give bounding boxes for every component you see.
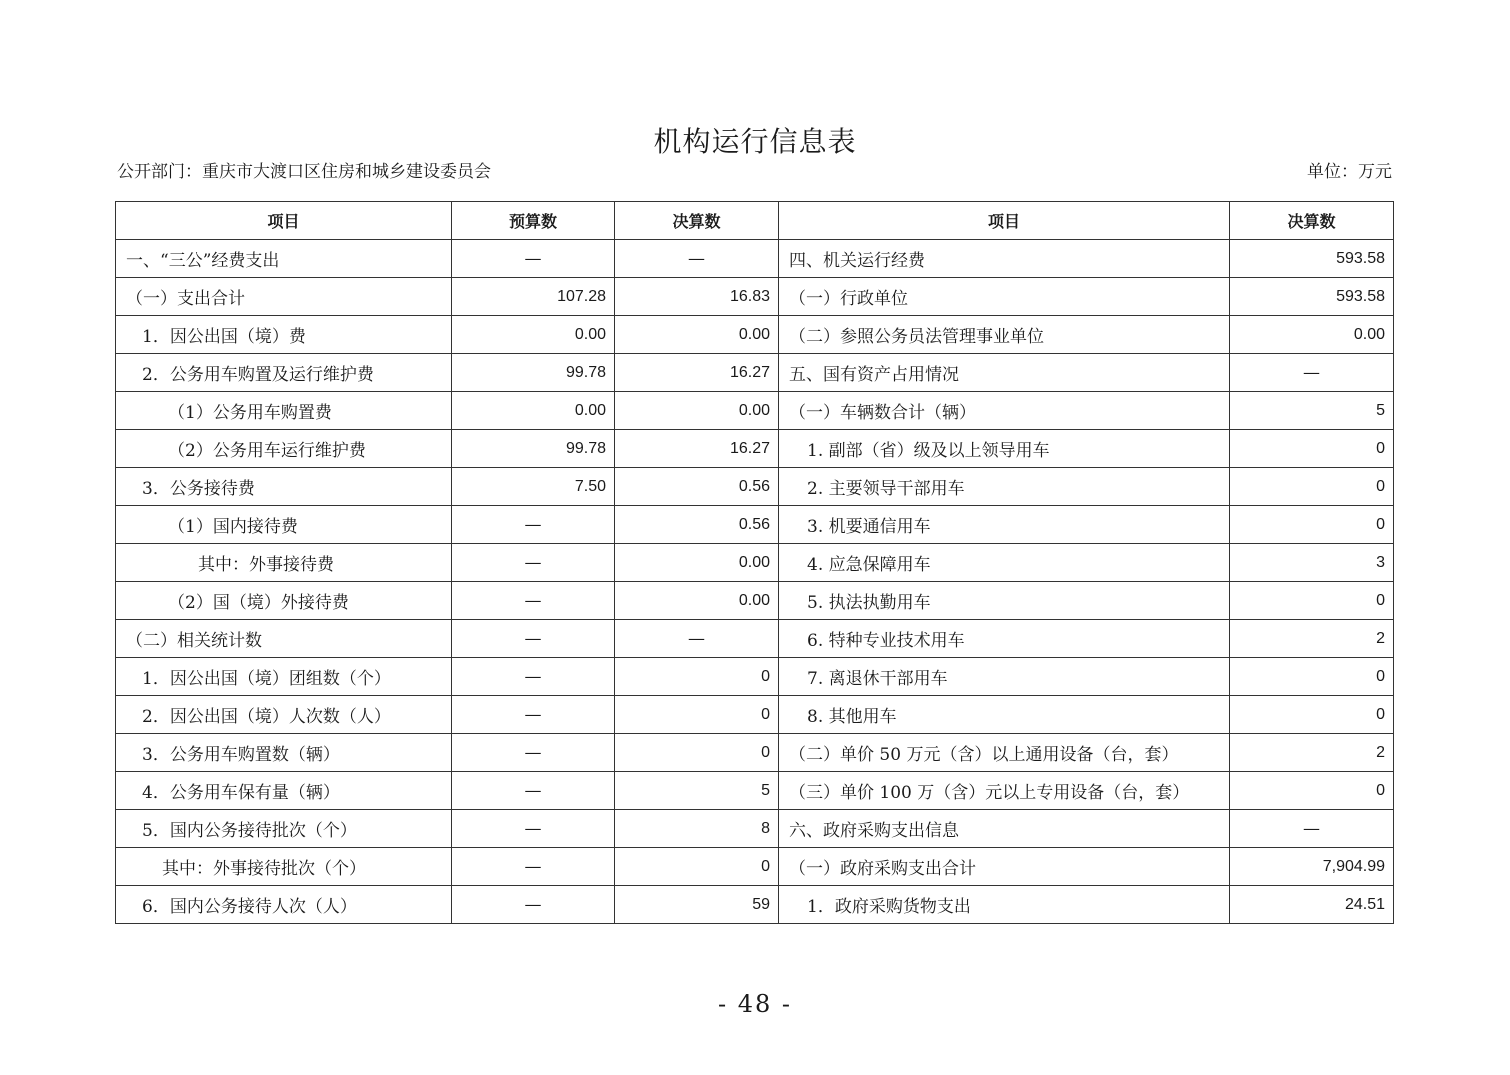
final-value: 16.27 — [615, 430, 779, 468]
header-right-final: 决算数 — [1230, 202, 1394, 240]
right-item: 2. 主要领导干部用车 — [779, 468, 1230, 506]
right-final-value: 7,904.99 — [1230, 848, 1394, 886]
budget-value: 99.78 — [452, 354, 615, 392]
right-item: 1．政府采购货物支出 — [779, 886, 1230, 924]
left-item: 1．因公出国（境）费 — [116, 316, 452, 354]
table-row — [116, 278, 1394, 316]
left-item: 2．公务用车购置及运行维护费 — [116, 354, 452, 392]
final-value: 16.83 — [615, 278, 779, 316]
table-header-row — [116, 202, 1394, 240]
right-final-value: 593.58 — [1230, 278, 1394, 316]
right-final-value: 3 — [1230, 544, 1394, 582]
budget-value: — — [452, 240, 615, 278]
right-item: 3. 机要通信用车 — [779, 506, 1230, 544]
table-row — [116, 696, 1394, 734]
final-value: — — [615, 240, 779, 278]
left-item: 其中：外事接待费 — [116, 544, 452, 582]
header-final: 决算数 — [615, 202, 779, 240]
table-row — [116, 772, 1394, 810]
right-item: 6. 特种专业技术用车 — [779, 620, 1230, 658]
table-row — [116, 658, 1394, 696]
final-value: 5 — [615, 772, 779, 810]
table-row — [116, 468, 1394, 506]
table-row — [116, 354, 1394, 392]
page-number: - 48 - — [717, 990, 792, 1018]
budget-value: — — [452, 886, 615, 924]
left-item: （2）国（境）外接待费 — [116, 582, 452, 620]
unit-label: 单位：万元 — [1307, 162, 1392, 182]
final-value: — — [615, 620, 779, 658]
budget-value: — — [452, 582, 615, 620]
table-row — [116, 544, 1394, 582]
table-row — [116, 582, 1394, 620]
final-value: 0 — [615, 848, 779, 886]
right-item: 六、政府采购支出信息 — [779, 810, 1230, 848]
budget-value: 107.28 — [452, 278, 615, 316]
right-item: 4. 应急保障用车 — [779, 544, 1230, 582]
right-final-value: 24.51 — [1230, 886, 1394, 924]
right-final-value: 0 — [1230, 468, 1394, 506]
table-row — [116, 734, 1394, 772]
info-table — [115, 201, 1394, 924]
budget-value: 0.00 — [452, 316, 615, 354]
right-item: 8. 其他用车 — [779, 696, 1230, 734]
budget-value: 0.00 — [452, 392, 615, 430]
left-item: 6．国内公务接待人次（人） — [116, 886, 452, 924]
right-final-value: 0 — [1230, 658, 1394, 696]
final-value: 0.56 — [615, 468, 779, 506]
right-final-value: 0 — [1230, 430, 1394, 468]
header-right-item: 项目 — [779, 202, 1230, 240]
table-row — [116, 620, 1394, 658]
table-row — [116, 886, 1394, 924]
table-row — [116, 506, 1394, 544]
right-item: 1. 副部（省）级及以上领导用车 — [779, 430, 1230, 468]
budget-value: 99.78 — [452, 430, 615, 468]
right-item: 四、机关运行经费 — [779, 240, 1230, 278]
budget-value: — — [452, 506, 615, 544]
budget-value: 7.50 — [452, 468, 615, 506]
right-final-value: 0 — [1230, 506, 1394, 544]
final-value: 0.00 — [615, 316, 779, 354]
right-item: （一）政府采购支出合计 — [779, 848, 1230, 886]
right-item: （一）车辆数合计（辆） — [779, 392, 1230, 430]
table-row — [116, 392, 1394, 430]
right-item: （二）单价 50 万元（含）以上通用设备（台，套） — [779, 734, 1230, 772]
right-final-value: 2 — [1230, 734, 1394, 772]
budget-value: — — [452, 810, 615, 848]
left-item: 5．国内公务接待批次（个） — [116, 810, 452, 848]
left-item: 3．公务接待费 — [116, 468, 452, 506]
left-item: （二）相关统计数 — [116, 620, 452, 658]
budget-value: — — [452, 620, 615, 658]
final-value: 0.00 — [615, 582, 779, 620]
page-title: 机构运行信息表 — [653, 125, 857, 158]
header-budget: 预算数 — [452, 202, 615, 240]
table-row — [116, 848, 1394, 886]
left-item: 其中：外事接待批次（个） — [116, 848, 452, 886]
budget-value: — — [452, 696, 615, 734]
right-final-value: 0.00 — [1230, 316, 1394, 354]
budget-value: — — [452, 658, 615, 696]
right-final-value: — — [1230, 810, 1394, 848]
final-value: 0.56 — [615, 506, 779, 544]
right-item: 五、国有资产占用情况 — [779, 354, 1230, 392]
right-final-value: 593.58 — [1230, 240, 1394, 278]
right-item: 5. 执法执勤用车 — [779, 582, 1230, 620]
right-final-value: 5 — [1230, 392, 1394, 430]
left-item: （1）公务用车购置费 — [116, 392, 452, 430]
right-final-value: — — [1230, 354, 1394, 392]
budget-value: — — [452, 734, 615, 772]
final-value: 0.00 — [615, 392, 779, 430]
budget-value: — — [452, 544, 615, 582]
department-label: 公开部门：重庆市大渡口区住房和城乡建设委员会 — [117, 162, 491, 182]
table-row — [116, 430, 1394, 468]
budget-value: — — [452, 848, 615, 886]
left-item: （2）公务用车运行维护费 — [116, 430, 452, 468]
final-value: 16.27 — [615, 354, 779, 392]
left-item: （一）支出合计 — [116, 278, 452, 316]
right-item: （三）单价 100 万（含）元以上专用设备（台，套） — [779, 772, 1230, 810]
right-final-value: 0 — [1230, 696, 1394, 734]
right-item: 7. 离退休干部用车 — [779, 658, 1230, 696]
left-item: （1）国内接待费 — [116, 506, 452, 544]
left-item: 1．因公出国（境）团组数（个） — [116, 658, 452, 696]
right-final-value: 2 — [1230, 620, 1394, 658]
budget-value: — — [452, 772, 615, 810]
left-item: 4．公务用车保有量（辆） — [116, 772, 452, 810]
final-value: 0.00 — [615, 544, 779, 582]
left-item: 一、“三公”经费支出 — [116, 240, 452, 278]
left-item: 3．公务用车购置数（辆） — [116, 734, 452, 772]
final-value: 0 — [615, 734, 779, 772]
left-item: 2．因公出国（境）人次数（人） — [116, 696, 452, 734]
header-left-item: 项目 — [116, 202, 452, 240]
final-value: 0 — [615, 696, 779, 734]
right-item: （一）行政单位 — [779, 278, 1230, 316]
table-row — [116, 316, 1394, 354]
right-final-value: 0 — [1230, 582, 1394, 620]
final-value: 0 — [615, 658, 779, 696]
final-value: 8 — [615, 810, 779, 848]
table-row — [116, 240, 1394, 278]
final-value: 59 — [615, 886, 779, 924]
table-row — [116, 810, 1394, 848]
right-item: （二）参照公务员法管理事业单位 — [779, 316, 1230, 354]
right-final-value: 0 — [1230, 772, 1394, 810]
